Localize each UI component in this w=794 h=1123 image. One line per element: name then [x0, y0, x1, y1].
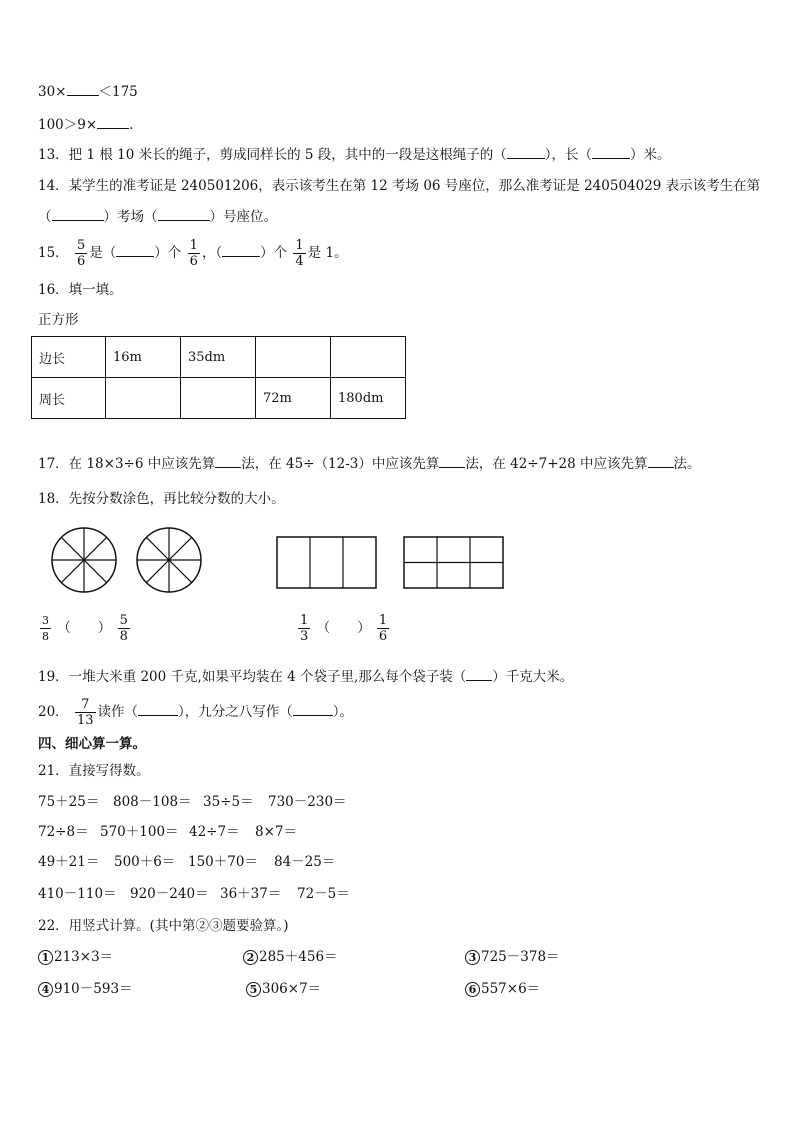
- oral-item[interactable]: 35÷5＝: [203, 794, 254, 810]
- section-heading: [38, 735, 146, 753]
- text: 20．: [38, 704, 69, 720]
- circle-eighths-2[interactable]: [135, 526, 203, 594]
- numerator: 1: [295, 238, 304, 253]
- circled-number: 4: [38, 982, 53, 997]
- text: 四、细心算一算。: [38, 736, 146, 752]
- blank[interactable]: [97, 115, 129, 129]
- blank[interactable]: [222, 243, 260, 257]
- blank[interactable]: [507, 145, 545, 159]
- text: 285＋456＝: [259, 949, 338, 965]
- denominator: 4: [295, 254, 304, 269]
- blank[interactable]: [439, 454, 465, 468]
- vertical-item[interactable]: [38, 948, 113, 966]
- table-cell: 35dm: [181, 337, 256, 378]
- table-row: [32, 337, 406, 378]
- blank[interactable]: [138, 702, 178, 716]
- vertical-item[interactable]: [465, 948, 560, 966]
- table-cell: 周长: [32, 378, 106, 419]
- rect-thirds[interactable]: [276, 536, 378, 590]
- text: 14．某学生的准考证是 240501206，表示该考生在第 12 考场 06 号座位，那么准考证是 240504029 表示该考生在第: [38, 178, 761, 194]
- circled-number: 6: [465, 982, 480, 997]
- circle-eighths-1[interactable]: [50, 526, 118, 594]
- question-20: [38, 694, 353, 730]
- numerator: 5: [119, 613, 128, 628]
- question-13: [38, 145, 671, 164]
- oral-row: [38, 823, 297, 841]
- oral-item[interactable]: 49＋21＝: [38, 854, 100, 870]
- blank[interactable]: [116, 243, 154, 257]
- text: ）考场（: [103, 209, 158, 225]
- vertical-item[interactable]: [465, 980, 540, 998]
- oral-row: [38, 793, 347, 811]
- text: ），九分之八写作（: [178, 704, 293, 720]
- blank[interactable]: [52, 207, 104, 221]
- text: ＜175: [98, 84, 138, 100]
- oral-item[interactable]: 920－240＝: [130, 886, 209, 902]
- text: ）号座位。: [209, 209, 277, 225]
- numerator: 7: [81, 697, 90, 712]
- vertical-item[interactable]: [38, 980, 133, 998]
- oral-item[interactable]: 570＋100＝: [100, 824, 179, 840]
- text: ）个: [260, 245, 288, 261]
- oral-item[interactable]: 72－5＝: [297, 886, 350, 902]
- text: ）。: [332, 704, 354, 720]
- text: 30×: [38, 84, 67, 100]
- compare-2: [296, 610, 391, 646]
- circled-number: 1: [38, 950, 53, 965]
- vertical-item[interactable]: [243, 948, 338, 966]
- oral-item[interactable]: 42÷7＝: [189, 824, 240, 840]
- compare-blank[interactable]: （ ）: [57, 620, 112, 636]
- question-18: [38, 490, 285, 508]
- fraction: [118, 613, 130, 644]
- denominator: 8: [119, 629, 128, 644]
- text: 21．直接写得数。: [38, 763, 150, 779]
- text: 18．先按分数涂色，再比较分数的大小。: [38, 491, 285, 507]
- compare-blank[interactable]: （ ）: [316, 620, 371, 636]
- text: ）米。: [630, 147, 671, 163]
- vertical-item[interactable]: [246, 980, 321, 998]
- oral-row: [38, 853, 335, 871]
- text: 306×7＝: [262, 981, 322, 997]
- circled-number: 3: [465, 950, 480, 965]
- oral-item[interactable]: 410－110＝: [38, 886, 117, 902]
- text: （: [38, 209, 52, 225]
- blank[interactable]: [466, 667, 492, 681]
- numerator: 5: [76, 238, 86, 253]
- blank[interactable]: [158, 207, 210, 221]
- question-16: [38, 281, 123, 299]
- text: 19．一堆大米重 200 千克,如果平均装在 4 个袋子里,那么每个袋子装（: [38, 669, 467, 685]
- fraction: [293, 238, 305, 269]
- question-14: [38, 177, 760, 195]
- text: ）个: [154, 245, 182, 261]
- text: 是 1。: [307, 245, 348, 261]
- oral-item[interactable]: 8×7＝: [255, 824, 297, 840]
- blank[interactable]: [648, 454, 674, 468]
- question-14-cont: [38, 207, 277, 226]
- fraction: [377, 613, 389, 644]
- table-cell[interactable]: [181, 378, 256, 419]
- table-caption: [38, 311, 79, 329]
- denominator: 13: [76, 713, 94, 728]
- text: 17．在 18×3÷6 中应该先算: [38, 456, 216, 472]
- text: ），长（: [544, 147, 593, 163]
- blank[interactable]: [215, 454, 241, 468]
- square-table: [31, 336, 406, 419]
- question-22: [38, 917, 288, 935]
- denominator: 6: [189, 254, 198, 269]
- text: 正方形: [38, 312, 79, 328]
- text: 725－378＝: [481, 949, 560, 965]
- table-cell[interactable]: [256, 337, 331, 378]
- question-15: [38, 235, 348, 271]
- text: 法，在 42÷7+28 中应该先算: [465, 456, 648, 472]
- text: 是（: [89, 245, 117, 261]
- denominator: 6: [76, 254, 86, 269]
- text: 读作（: [97, 704, 139, 720]
- text: 法。: [673, 456, 701, 472]
- circled-number: 5: [246, 982, 261, 997]
- numerator: 1: [378, 613, 388, 628]
- table-cell: 边长: [32, 337, 106, 378]
- table-cell[interactable]: [106, 378, 181, 419]
- table-cell: 180dm: [331, 378, 406, 419]
- oral-item[interactable]: 500＋6＝: [114, 854, 176, 870]
- fraction: [298, 613, 310, 644]
- fraction: [188, 238, 200, 269]
- fraction: [75, 697, 96, 728]
- denominator: 3: [300, 629, 309, 644]
- text: 910－593＝: [54, 981, 133, 997]
- oral-item[interactable]: 730－230＝: [268, 794, 347, 810]
- table-cell: 72m: [256, 378, 331, 419]
- text: 557×6＝: [481, 981, 541, 997]
- oral-item[interactable]: 75＋25＝: [38, 794, 100, 810]
- fraction: [40, 613, 51, 644]
- question-19: [38, 667, 573, 686]
- question-17: [38, 454, 701, 473]
- oral-row: [38, 885, 350, 903]
- text: 22．用竖式计算。(其中第②③题要验算。): [38, 918, 289, 934]
- table-cell[interactable]: [331, 337, 406, 378]
- blank[interactable]: [67, 82, 99, 96]
- table-cell: 16m: [106, 337, 181, 378]
- denominator: 8: [42, 630, 49, 643]
- question-21: [38, 762, 150, 780]
- circled-number: 2: [243, 950, 258, 965]
- compare-1: [38, 610, 132, 646]
- oral-item[interactable]: 72÷8＝: [38, 824, 89, 840]
- numerator: 1: [189, 238, 198, 253]
- blank[interactable]: [293, 702, 333, 716]
- text: ）千克大米。: [492, 669, 574, 685]
- oral-item[interactable]: 84－25＝: [274, 854, 336, 870]
- numerator: 3: [42, 614, 49, 627]
- oral-item[interactable]: 36＋37＝: [220, 886, 282, 902]
- text: 法，在 45÷（12-3）中应该先算: [241, 456, 440, 472]
- table-row: [32, 378, 406, 419]
- oral-item[interactable]: 808－108＝: [113, 794, 192, 810]
- text: .: [129, 117, 134, 133]
- text: ，（: [201, 245, 223, 261]
- rect-sixths[interactable]: [403, 536, 505, 590]
- denominator: 6: [378, 629, 388, 644]
- text: 100＞9×: [38, 117, 98, 133]
- text: 16．填一填。: [38, 282, 123, 298]
- blank[interactable]: [592, 145, 630, 159]
- text: 213×3＝: [54, 949, 114, 965]
- inequality-1: [38, 82, 138, 101]
- text: 15．: [38, 245, 69, 261]
- oral-item[interactable]: 150＋70＝: [188, 854, 258, 870]
- fraction: [75, 238, 87, 269]
- numerator: 1: [300, 613, 309, 628]
- inequality-2: [38, 115, 133, 134]
- text: 13．把 1 根 10 米长的绳子，剪成同样长的 5 段，其中的一段是这根绳子的（: [38, 147, 507, 163]
